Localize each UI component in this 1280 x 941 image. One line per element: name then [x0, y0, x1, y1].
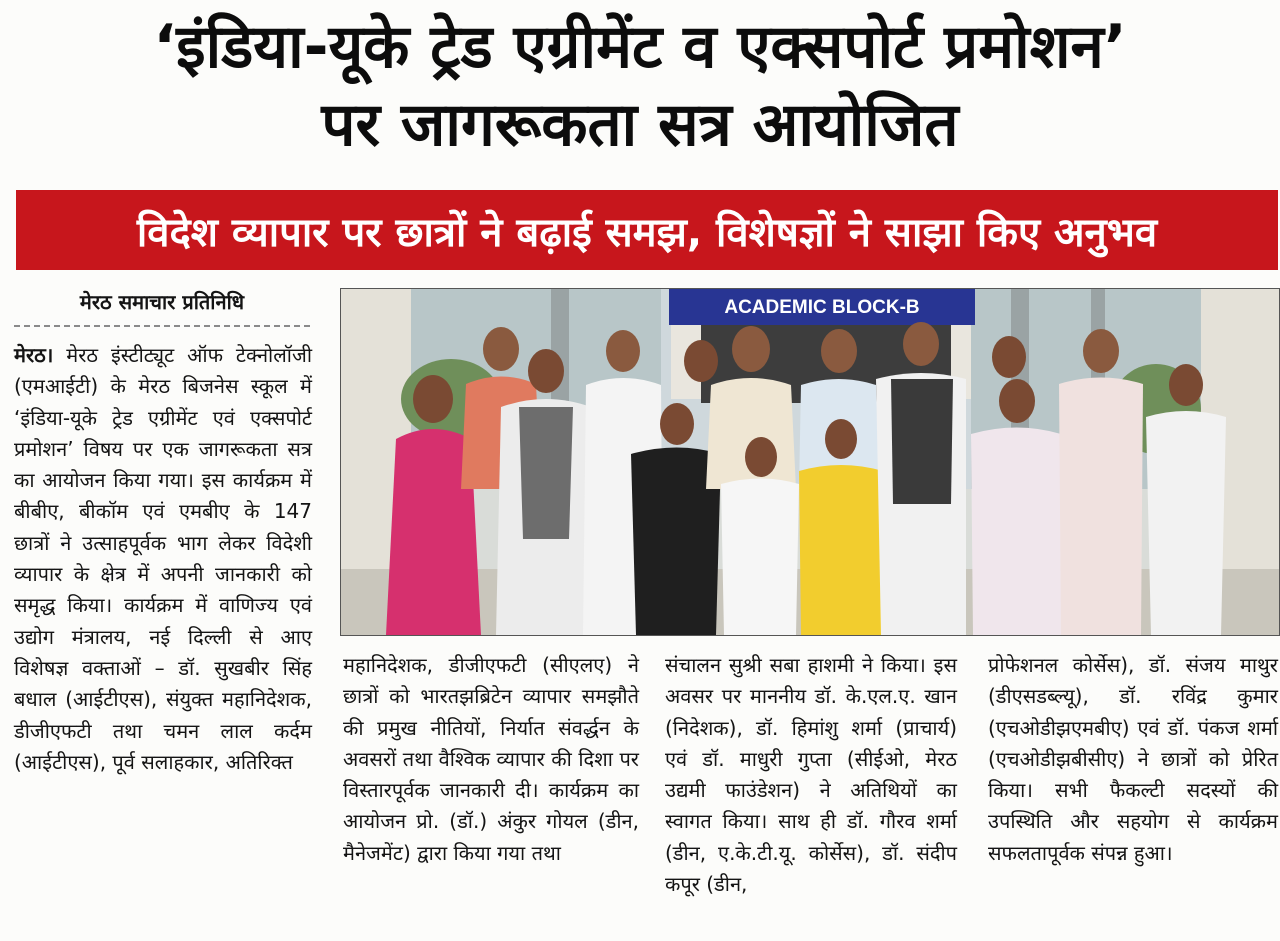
- headline-line-2: पर जागरूकता सत्र आयोजित: [321, 90, 959, 160]
- group-photo: [340, 288, 1280, 636]
- building-sign-text: ACADEMIC BLOCK-B: [724, 297, 920, 318]
- headline: [0, 8, 1280, 164]
- article-column-3: संचालन सुश्री सबा हाशमी ने किया। इस अवसर पर माननीय डॉ. के.एल.ए. खान (निदेशक), डॉ. हिमांशु शर्मा (प्राचार्य) एवं डॉ. माधुरी गुप्ता (सीईओ, मेरठ उद्यमी फाउंडेशन) ने अतिथियों का स्वागत किया। साथ ही डॉ. गौरव शर्मा (डीन, ए.के.टी.यू. कोर्सेस), डॉ. संदीप कपूर (डीन,: [665, 653, 957, 897]
- headline-line-1: ‘इंडिया-यूके ट्रेड एग्रीमेंट व एक्सपोर्ट प्रमोशन’: [153, 12, 1127, 82]
- subheadline-banner: [16, 190, 1278, 270]
- group-photo-image: [341, 289, 1279, 635]
- article-text-1: मेरठ इंस्टीट्यूट ऑफ टेक्नोलॉजी (एमआईटी) के मेरठ बिजनेस स्कूल में ‘इंडिया-यूके ट्रेड एग्रीमेंट एवं एक्सपोर्ट प्रमोशन’ विषय पर एक जागरूकता सत्र का आयोजन किया गया। इस कार्यक्रम में बीबीए, बीकॉम एवं एमबीए के 147 छात्रों ने उत्साहपूर्वक भाग लेकर विदेशी व्यापार के क्षेत्र में अपनी जानकारी को समृद्ध किया। कार्यक्रम में वाणिज्य एवं उद्योग मंत्रालय, नई दिल्ली से आए विशेषज्ञ वक्ताओं – डॉ. सुखबीर सिंह बधाल (आईटीएस), संयुक्त महानिदेशक, डीजीएफटी तथा चमन लाल कर्दम (आईटीएस), पूर्व सलाहकार, अतिरिक्त: [14, 343, 312, 774]
- article-column-2: महानिदेशक, डीजीएफटी (सीएलए) ने छात्रों को भारतझब्रिटेन व्यापार समझौते की प्रमुख नीतियों, निर्यात संवर्द्धन के अवसरों तथा वैश्विक व्यापार की दिशा पर विस्तारपूर्वक जानकारी दी। कार्यक्रम का आयोजन प्रो. (डॉ.) अंकुर गोयल (डीन, मैनेजमेंट) द्वारा किया गया तथा: [343, 653, 639, 865]
- subheadline: विदेश व्यापार पर छात्रों ने बढ़ाई समझ, विशेषज्ञों ने साझा किए अनुभव: [136, 209, 1158, 256]
- article-column-4: प्रोफेशनल कोर्सेस), डॉ. संजय माथुर (डीएसडब्ल्यू), डॉ. रविंद्र कुमार (एचओडीझएमबीए) एवं डॉ. पंकज शर्मा (एचओडीझबीसीए) ने छात्रों को प्रेरित किया। सभी फैकल्टी सदस्यों की उपस्थिति और सहयोग से कार्यक्रम सफलतापूर्वक संपन्न हुआ।: [988, 653, 1278, 865]
- article-column-1: [14, 340, 312, 778]
- byline: मेरठ समाचार प्रतिनिधि: [14, 288, 310, 327]
- dateline: मेरठ।: [14, 343, 54, 367]
